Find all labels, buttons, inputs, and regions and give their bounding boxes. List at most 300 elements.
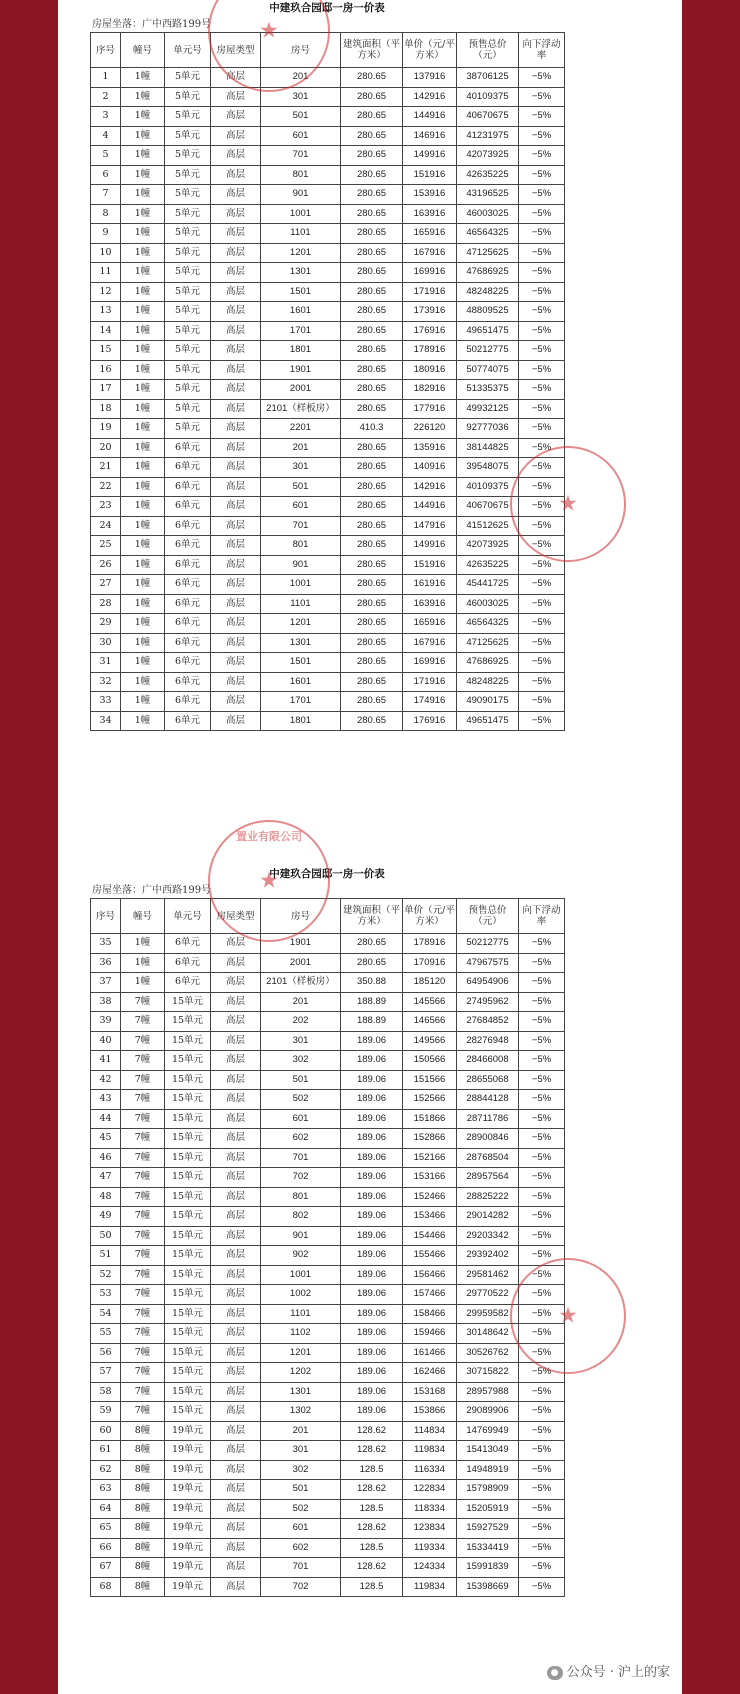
table-cell: 280.65: [341, 653, 403, 673]
table-cell: 410.3: [341, 419, 403, 439]
table-cell: −5%: [519, 1324, 565, 1344]
table-cell: 151916: [403, 555, 457, 575]
table-cell: 1幢: [121, 146, 165, 166]
table-row: [91, 1538, 565, 1558]
table-cell: 11: [91, 263, 121, 283]
table-cell: 7幢: [121, 1363, 165, 1383]
table-cell: −5%: [519, 1577, 565, 1597]
wechat-icon: ●: [547, 1666, 563, 1680]
table-cell: 149916: [403, 536, 457, 556]
table-cell: 280.65: [341, 126, 403, 146]
table-row: [91, 1577, 565, 1597]
table-cell: 502: [261, 1499, 341, 1519]
table-cell: 41: [91, 1051, 121, 1071]
table-cell: 高层: [211, 438, 261, 458]
table-cell: −5%: [519, 399, 565, 419]
table-cell: 15927529: [457, 1519, 519, 1539]
table-cell: −5%: [519, 953, 565, 973]
table-cell: 高层: [211, 672, 261, 692]
table-cell: 189.06: [341, 1109, 403, 1129]
table-cell: 高层: [211, 1538, 261, 1558]
table-cell: 49090175: [457, 692, 519, 712]
table-row: [91, 1343, 565, 1363]
table-cell: 高层: [211, 282, 261, 302]
table-cell: 15413049: [457, 1441, 519, 1461]
table-cell: 1001: [261, 575, 341, 595]
table-cell: 5单元: [165, 302, 211, 322]
table-row: [91, 1519, 565, 1539]
table-cell: 169916: [403, 263, 457, 283]
table-cell: 1701: [261, 321, 341, 341]
table-cell: 5单元: [165, 419, 211, 439]
table-cell: 601: [261, 1519, 341, 1539]
table-cell: 152866: [403, 1129, 457, 1149]
table-cell: 高层: [211, 1226, 261, 1246]
table-cell: 64: [91, 1499, 121, 1519]
page-title: 中建玖合园邸一房一价表: [269, 2, 385, 14]
stamp-text: 置业有限公司: [236, 830, 302, 843]
table-cell: 116334: [403, 1460, 457, 1480]
table-cell: 高层: [211, 692, 261, 712]
table-cell: 57: [91, 1363, 121, 1383]
column-header: 预售总价（元）: [457, 899, 519, 934]
table-cell: 高层: [211, 360, 261, 380]
table-cell: 高层: [211, 1363, 261, 1383]
table-cell: 高层: [211, 165, 261, 185]
table-cell: 201: [261, 1421, 341, 1441]
table-cell: 8幢: [121, 1577, 165, 1597]
column-header: 幢号: [121, 33, 165, 68]
table-cell: 6单元: [165, 653, 211, 673]
table-cell: 5单元: [165, 360, 211, 380]
table-cell: −5%: [519, 594, 565, 614]
table-row: [91, 1304, 565, 1324]
table-cell: 149916: [403, 146, 457, 166]
table-cell: 8幢: [121, 1441, 165, 1461]
column-header: 单元号: [165, 33, 211, 68]
table-row: [91, 1382, 565, 1402]
table-row: [91, 1246, 565, 1266]
table-cell: 1幢: [121, 224, 165, 244]
table-cell: 7: [91, 185, 121, 205]
table-cell: 41512625: [457, 516, 519, 536]
table-cell: 137916: [403, 68, 457, 88]
table-cell: 1202: [261, 1363, 341, 1383]
table-cell: 144916: [403, 107, 457, 127]
table-cell: 128.5: [341, 1460, 403, 1480]
table-cell: 119334: [403, 1538, 457, 1558]
price-table: [90, 32, 565, 731]
table-cell: 1801: [261, 341, 341, 361]
table-cell: 182916: [403, 380, 457, 400]
table-cell: −5%: [519, 126, 565, 146]
table-cell: 15798909: [457, 1480, 519, 1500]
table-cell: 144916: [403, 497, 457, 517]
table-cell: −5%: [519, 1363, 565, 1383]
table-cell: 高层: [211, 1402, 261, 1422]
table-cell: 55: [91, 1324, 121, 1344]
table-cell: 2101（样板房）: [261, 973, 341, 993]
table-cell: 61: [91, 1441, 121, 1461]
table-cell: 49651475: [457, 711, 519, 731]
table-cell: 1幢: [121, 360, 165, 380]
table-cell: 280.65: [341, 536, 403, 556]
table-cell: 1幢: [121, 419, 165, 439]
table-cell: 4: [91, 126, 121, 146]
table-cell: 高层: [211, 341, 261, 361]
table-cell: 47125625: [457, 243, 519, 263]
table-cell: 33: [91, 692, 121, 712]
table-cell: −5%: [519, 341, 565, 361]
table-cell: 6单元: [165, 633, 211, 653]
table-cell: 高层: [211, 1090, 261, 1110]
table-cell: 高层: [211, 1558, 261, 1578]
table-cell: 44: [91, 1109, 121, 1129]
page-title: 中建玖合园邸一房一价表: [269, 868, 385, 880]
table-cell: 901: [261, 185, 341, 205]
table-cell: 280.65: [341, 438, 403, 458]
table-cell: 2001: [261, 380, 341, 400]
table-cell: 154466: [403, 1226, 457, 1246]
table-cell: −5%: [519, 1285, 565, 1305]
table-cell: 169916: [403, 653, 457, 673]
table-cell: 1幢: [121, 672, 165, 692]
table-cell: 7幢: [121, 1187, 165, 1207]
table-cell: 高层: [211, 1148, 261, 1168]
table-cell: 157466: [403, 1285, 457, 1305]
table-cell: 280.65: [341, 224, 403, 244]
table-row: [91, 1363, 565, 1383]
table-cell: 38706125: [457, 68, 519, 88]
table-cell: −5%: [519, 973, 565, 993]
table-cell: 19单元: [165, 1480, 211, 1500]
table-cell: 159466: [403, 1324, 457, 1344]
table-cell: 128.62: [341, 1421, 403, 1441]
table-cell: 14769949: [457, 1421, 519, 1441]
table-cell: 153866: [403, 1402, 457, 1422]
table-row: [91, 224, 565, 244]
table-row: [91, 516, 565, 536]
table-cell: 30715822: [457, 1363, 519, 1383]
table-cell: 602: [261, 1129, 341, 1149]
wechat-watermark: [547, 1661, 670, 1680]
table-row: [91, 1441, 565, 1461]
table-cell: 高层: [211, 1051, 261, 1071]
table-cell: 1幢: [121, 633, 165, 653]
property-location: 房屋坐落：广中西路199号: [92, 885, 212, 896]
table-cell: 135916: [403, 438, 457, 458]
table-cell: 280.65: [341, 146, 403, 166]
table-cell: 171916: [403, 672, 457, 692]
table-cell: 189.06: [341, 1382, 403, 1402]
table-cell: 高层: [211, 594, 261, 614]
table-row: [91, 672, 565, 692]
table-cell: 1101: [261, 1304, 341, 1324]
price-table: [90, 898, 565, 1597]
table-row: [91, 107, 565, 127]
table-cell: 15单元: [165, 1070, 211, 1090]
table-cell: 15单元: [165, 1343, 211, 1363]
table-cell: 48248225: [457, 282, 519, 302]
table-cell: 5单元: [165, 321, 211, 341]
table-cell: 高层: [211, 536, 261, 556]
table-cell: 5单元: [165, 341, 211, 361]
table-cell: 153166: [403, 1168, 457, 1188]
table-cell: −5%: [519, 711, 565, 731]
table-cell: 46564325: [457, 614, 519, 634]
table-cell: −5%: [519, 1090, 565, 1110]
table-cell: 62: [91, 1460, 121, 1480]
table-row: [91, 1480, 565, 1500]
table-cell: 280.65: [341, 321, 403, 341]
table-cell: 高层: [211, 458, 261, 478]
table-cell: 1幢: [121, 458, 165, 478]
table-cell: 高层: [211, 633, 261, 653]
table-cell: 高层: [211, 1012, 261, 1032]
table-cell: 1501: [261, 653, 341, 673]
table-cell: 165916: [403, 614, 457, 634]
table-cell: 39548075: [457, 458, 519, 478]
table-row: [91, 1499, 565, 1519]
table-cell: 28276948: [457, 1031, 519, 1051]
table-cell: 2101（样板房）: [261, 399, 341, 419]
table-cell: 6单元: [165, 692, 211, 712]
table-cell: 502: [261, 1090, 341, 1110]
table-cell: 5单元: [165, 243, 211, 263]
table-cell: 25: [91, 536, 121, 556]
table-cell: 302: [261, 1051, 341, 1071]
document-page-1: [58, 0, 682, 820]
table-cell: 1201: [261, 1343, 341, 1363]
table-cell: 28711786: [457, 1109, 519, 1129]
table-cell: 6单元: [165, 594, 211, 614]
table-cell: 15单元: [165, 1304, 211, 1324]
table-cell: 1001: [261, 1265, 341, 1285]
table-cell: 1501: [261, 282, 341, 302]
table-cell: 30148642: [457, 1324, 519, 1344]
table-cell: 140916: [403, 458, 457, 478]
table-cell: 19单元: [165, 1441, 211, 1461]
table-cell: 128.62: [341, 1441, 403, 1461]
table-cell: 1301: [261, 1382, 341, 1402]
table-cell: −5%: [519, 1382, 565, 1402]
table-cell: 28466008: [457, 1051, 519, 1071]
table-cell: −5%: [519, 497, 565, 517]
table-cell: 6单元: [165, 711, 211, 731]
table-cell: 19单元: [165, 1558, 211, 1578]
table-row: [91, 1168, 565, 1188]
table-cell: −5%: [519, 1109, 565, 1129]
table-cell: 142916: [403, 477, 457, 497]
table-cell: 189.06: [341, 1265, 403, 1285]
table-cell: −5%: [519, 321, 565, 341]
table-cell: −5%: [519, 1226, 565, 1246]
table-cell: 50212775: [457, 934, 519, 954]
table-cell: 46003025: [457, 594, 519, 614]
table-cell: −5%: [519, 438, 565, 458]
table-cell: 189.06: [341, 1363, 403, 1383]
table-cell: 1幢: [121, 399, 165, 419]
table-cell: 高层: [211, 1285, 261, 1305]
table-cell: −5%: [519, 536, 565, 556]
table-cell: 50774075: [457, 360, 519, 380]
table-cell: 701: [261, 146, 341, 166]
table-cell: 122834: [403, 1480, 457, 1500]
table-cell: 153916: [403, 185, 457, 205]
table-cell: 高层: [211, 614, 261, 634]
table-cell: 280.65: [341, 263, 403, 283]
table-cell: 68: [91, 1577, 121, 1597]
table-cell: 高层: [211, 1246, 261, 1266]
table-cell: 7幢: [121, 1265, 165, 1285]
table-cell: 501: [261, 477, 341, 497]
table-cell: 39: [91, 1012, 121, 1032]
table-cell: 189.06: [341, 1246, 403, 1266]
table-cell: 34: [91, 711, 121, 731]
table-row: [91, 321, 565, 341]
table-cell: 280.65: [341, 360, 403, 380]
table-cell: −5%: [519, 1187, 565, 1207]
table-cell: 161466: [403, 1343, 457, 1363]
table-cell: 15单元: [165, 1168, 211, 1188]
table-cell: 901: [261, 555, 341, 575]
table-cell: 280.65: [341, 692, 403, 712]
table-cell: 7幢: [121, 1382, 165, 1402]
table-cell: 280.65: [341, 243, 403, 263]
table-cell: 1301: [261, 263, 341, 283]
table-cell: 128.5: [341, 1499, 403, 1519]
table-cell: 22: [91, 477, 121, 497]
table-cell: 6单元: [165, 555, 211, 575]
table-cell: 高层: [211, 419, 261, 439]
table-cell: 2001: [261, 953, 341, 973]
table-row: [91, 126, 565, 146]
table-cell: −5%: [519, 1460, 565, 1480]
table-cell: 1001: [261, 204, 341, 224]
table-cell: 301: [261, 458, 341, 478]
table-cell: 153466: [403, 1207, 457, 1227]
table-cell: 280.65: [341, 302, 403, 322]
table-cell: 189.06: [341, 1051, 403, 1071]
table-cell: 1幢: [121, 68, 165, 88]
price-list-document-2: [90, 866, 564, 1597]
table-cell: 6单元: [165, 973, 211, 993]
table-cell: 10: [91, 243, 121, 263]
table-cell: 52: [91, 1265, 121, 1285]
table-cell: 280.65: [341, 107, 403, 127]
table-cell: 1901: [261, 934, 341, 954]
table-cell: 149566: [403, 1031, 457, 1051]
table-cell: 8幢: [121, 1538, 165, 1558]
table-cell: 189.06: [341, 1402, 403, 1422]
table-row: [91, 68, 565, 88]
table-cell: 1幢: [121, 555, 165, 575]
table-cell: −5%: [519, 1304, 565, 1324]
table-cell: 801: [261, 165, 341, 185]
table-cell: 高层: [211, 1109, 261, 1129]
column-header: 单价（元/平方米）: [403, 33, 457, 68]
table-cell: −5%: [519, 263, 565, 283]
table-row: [91, 973, 565, 993]
table-cell: 50: [91, 1226, 121, 1246]
table-cell: −5%: [519, 87, 565, 107]
table-cell: 37: [91, 973, 121, 993]
table-cell: 19单元: [165, 1577, 211, 1597]
table-cell: 7幢: [121, 1012, 165, 1032]
table-cell: 40670675: [457, 107, 519, 127]
table-cell: 高层: [211, 516, 261, 536]
table-cell: 45441725: [457, 575, 519, 595]
table-cell: 189.06: [341, 1129, 403, 1149]
table-header-row: [91, 33, 565, 68]
table-cell: 128.62: [341, 1558, 403, 1578]
table-cell: 28825222: [457, 1187, 519, 1207]
table-cell: 1幢: [121, 934, 165, 954]
table-cell: 28655068: [457, 1070, 519, 1090]
table-cell: 1102: [261, 1324, 341, 1344]
table-cell: 1幢: [121, 711, 165, 731]
table-cell: 280.65: [341, 477, 403, 497]
table-cell: 147916: [403, 516, 457, 536]
table-row: [91, 1558, 565, 1578]
table-cell: 15单元: [165, 1285, 211, 1305]
table-row: [91, 146, 565, 166]
table-row: [91, 1421, 565, 1441]
table-row: [91, 438, 565, 458]
table-cell: 7幢: [121, 1148, 165, 1168]
table-row: [91, 419, 565, 439]
table-cell: 15单元: [165, 1148, 211, 1168]
table-cell: 高层: [211, 653, 261, 673]
table-cell: 高层: [211, 243, 261, 263]
table-cell: 5单元: [165, 146, 211, 166]
table-cell: −5%: [519, 1441, 565, 1461]
table-row: [91, 1051, 565, 1071]
table-cell: 1幢: [121, 438, 165, 458]
table-cell: 高层: [211, 953, 261, 973]
table-cell: 701: [261, 516, 341, 536]
table-cell: 6单元: [165, 575, 211, 595]
table-cell: 28768504: [457, 1148, 519, 1168]
table-cell: 15单元: [165, 1187, 211, 1207]
table-cell: 6单元: [165, 953, 211, 973]
table-cell: 36: [91, 953, 121, 973]
table-row: [91, 614, 565, 634]
column-header: 单价（元/平方米）: [403, 899, 457, 934]
table-cell: 48: [91, 1187, 121, 1207]
table-cell: 高层: [211, 973, 261, 993]
table-cell: 1101: [261, 224, 341, 244]
table-row: [91, 1129, 565, 1149]
table-cell: 高层: [211, 1324, 261, 1344]
table-cell: −5%: [519, 243, 565, 263]
table-cell: 188.89: [341, 992, 403, 1012]
table-cell: −5%: [519, 633, 565, 653]
table-cell: 601: [261, 497, 341, 517]
table-cell: 7幢: [121, 1285, 165, 1305]
table-cell: 高层: [211, 87, 261, 107]
table-cell: 49932125: [457, 399, 519, 419]
table-cell: 53: [91, 1285, 121, 1305]
table-cell: 63: [91, 1480, 121, 1500]
table-cell: 7幢: [121, 1207, 165, 1227]
table-cell: 15单元: [165, 1051, 211, 1071]
table-row: [91, 360, 565, 380]
table-cell: 6单元: [165, 934, 211, 954]
table-cell: 280.65: [341, 204, 403, 224]
table-cell: 高层: [211, 68, 261, 88]
table-cell: 5单元: [165, 165, 211, 185]
